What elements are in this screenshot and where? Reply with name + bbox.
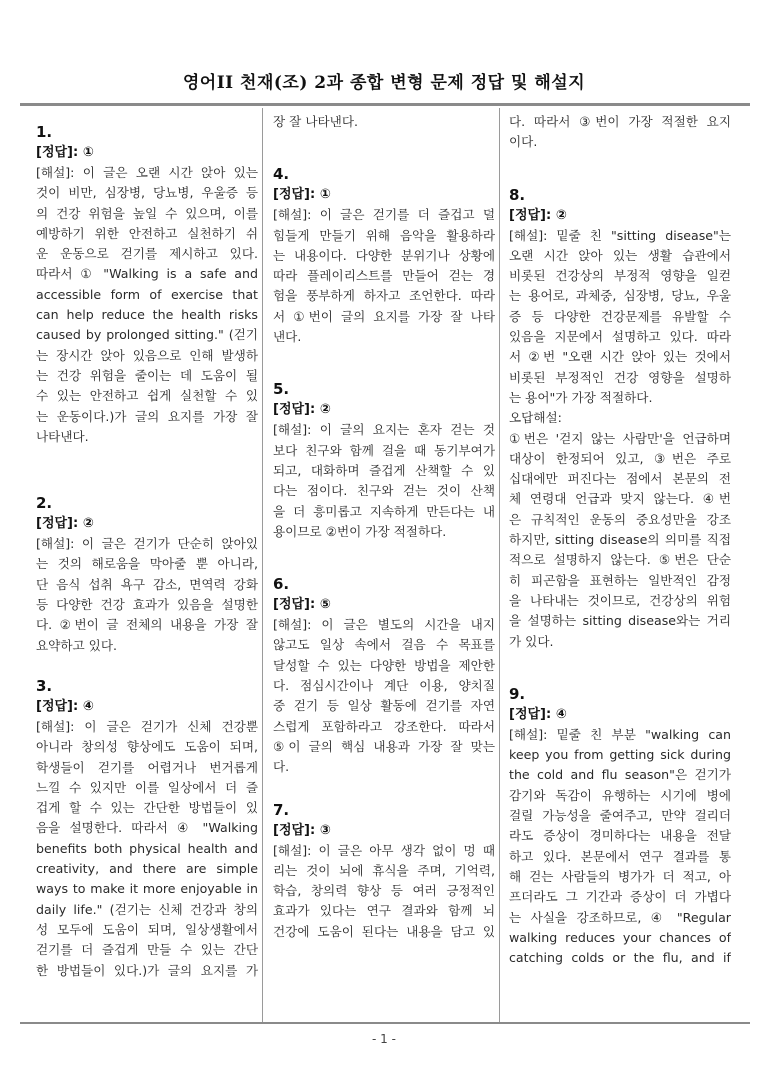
answer-label: [정답]: ② bbox=[273, 402, 331, 418]
question-number: 4. bbox=[273, 165, 290, 184]
explanation-line: 은 규칙적인 운동의 중요성만을 강조 bbox=[509, 511, 731, 527]
explanation-line: 되고, 대화하며 즐겁게 산책할 수 있 bbox=[273, 462, 495, 478]
spacer bbox=[36, 447, 258, 483]
explanation-line: 아니라 창의성 향상에도 도움이 되며, bbox=[36, 739, 258, 755]
explanation-line: 감기와 독감이 유행하는 시기에 병에 bbox=[509, 787, 731, 803]
explanation-line: 비롯된 부정적인 건강 영향을 설명하 bbox=[509, 369, 731, 385]
explanation-line: 걸릴 가능성을 줄여주고, 만약 걸리더 bbox=[509, 808, 731, 824]
question-number: 1. bbox=[36, 123, 53, 141]
explanation-line: 달성할 수 있는 다양한 방법을 제안한 bbox=[273, 657, 495, 673]
explanation-line: 다. bbox=[273, 759, 290, 775]
explanation-line: 힘들게 만들기 위해 음악을 활용하라 bbox=[273, 227, 495, 243]
bottom-rule bbox=[20, 1022, 750, 1024]
explanation-line: 학생들이 걷기를 어렵거나 번거롭게 bbox=[36, 759, 258, 775]
question-number: 8. bbox=[509, 185, 526, 204]
explanation-line: 다. ②번이 글 전체의 내용을 가장 잘 bbox=[36, 617, 258, 633]
explanation-line: 용이므로 ②번이 가장 적절하다. bbox=[273, 523, 447, 539]
explanation-line: 다는 점이다. 친구와 걷는 것이 산책 bbox=[273, 483, 495, 499]
column-2 bbox=[273, 112, 495, 1018]
explanation-line: the cold and flu season"은 걷기가 bbox=[509, 767, 731, 783]
explanation-line: 않고도 일상 속에서 걸음 수 목표를 bbox=[273, 637, 495, 653]
explanation-line: 단 음식 섭취 욕구 감소, 면역력 강화 bbox=[36, 576, 258, 592]
explanation-line: 을 설명하는 sitting disease와는 거리 bbox=[509, 613, 731, 629]
spacer bbox=[273, 778, 495, 790]
explanation-line: 요약하고 있다. bbox=[36, 637, 117, 653]
explanation-line: keep you from getting sick during bbox=[509, 747, 731, 763]
explanation-line: 스럽게 포함하라고 강조한다. 따라서 bbox=[273, 718, 495, 734]
explanation-line: 적으로 설명하지 않는다. ⑤번은 단순 bbox=[509, 552, 731, 568]
explanation-line: [해설]: 이 글은 걷기가 단순히 앉아있 bbox=[36, 536, 258, 552]
explanation-line: 는 운동이다.)가 글의 요지를 가장 잘 bbox=[36, 408, 258, 424]
explanation-line: [해설]: 이 글은 별도의 시간을 내지 bbox=[273, 617, 495, 633]
explanation-line: ①번은 '걷지 않는 사람만'을 언급하며 bbox=[509, 430, 731, 446]
answer-label: [정답]: ④ bbox=[509, 706, 567, 722]
question-number: 9. bbox=[509, 684, 526, 703]
explanation-line: 리는 것이 뇌에 휴식을 주며, 기억력, bbox=[273, 862, 495, 878]
explanation-line: 대상이 한정되어 있고, ③번은 주로 bbox=[509, 450, 731, 466]
explanation-line: 다. 따라서 ③번이 가장 적절한 요지 bbox=[509, 114, 731, 129]
explanation-line: 을 더 흥미롭고 지속하게 만든다는 내 bbox=[273, 503, 495, 519]
explanation-line: 체 연령대 언급과 맞지 않는다. ④번 bbox=[509, 491, 731, 507]
question-number: 5. bbox=[273, 380, 290, 399]
explanation-line: 보다 친구와 함께 걸을 때 동기부여가 bbox=[273, 442, 495, 458]
explanation-line: 나타낸다. bbox=[36, 428, 89, 444]
explanation-line: 음을 설명한다. 따라서 ④ "Walking bbox=[36, 820, 258, 836]
explanation-line: 예방하기 위한 안전하고 실천하기 쉬 bbox=[36, 225, 258, 241]
explanation-line: caused by prolonged sitting." (걷기 bbox=[36, 327, 258, 343]
explanation-line: 다. 점심시간이나 계단 이용, 양치질 bbox=[273, 678, 495, 694]
explanation-line: 는 것의 해로움을 막아줄 뿐 아니라, bbox=[36, 556, 258, 572]
answer-label: [정답]: ① bbox=[36, 145, 94, 160]
page-title: 영어II 천재(조) 2과 종합 변형 문제 정답 및 해설지 bbox=[182, 73, 586, 93]
answer-label: [정답]: ③ bbox=[273, 822, 331, 838]
explanation-line: 오답해설: bbox=[509, 410, 562, 426]
explanation-line: 십대에만 퍼진다는 점에서 본문의 전 bbox=[509, 471, 731, 487]
explanation-line: 중 걷기 등 일상 활동에 걷기를 자연 bbox=[273, 698, 495, 714]
explanation-line: 한 방법들이 있다.)가 글의 요지를 가 bbox=[36, 962, 258, 978]
explanation-line: ways to make it more enjoyable in bbox=[36, 881, 258, 897]
answer-label: [정답]: ⑤ bbox=[273, 597, 331, 613]
explanation-line: 는 내용이다. 다양한 분위기나 상황에 bbox=[273, 247, 495, 263]
explanation-line: [해설]: 이 글은 걷기가 신체 건강뿐 bbox=[36, 718, 258, 734]
explanation-line: 낸다. bbox=[273, 329, 302, 345]
column-divider bbox=[262, 108, 263, 1022]
answer-label: [정답]: ② bbox=[509, 207, 567, 223]
explanation-line: accessible form of exercise that bbox=[36, 286, 258, 302]
explanation-line: 서 ①번이 글의 요지를 가장 잘 나타 bbox=[273, 308, 495, 324]
explanation-line: [해설]: 밑줄 친 부분 "walking can bbox=[509, 726, 731, 742]
question-number: 2. bbox=[36, 494, 53, 513]
column-1 bbox=[36, 112, 258, 1018]
explanation-line: 는 용어"가 가장 적절하다. bbox=[509, 389, 653, 405]
spacer bbox=[509, 652, 731, 674]
column-3 bbox=[509, 112, 731, 1018]
explanation-line: 하지만, sitting disease의 의미를 직접 bbox=[509, 532, 731, 548]
explanation-line: 효과가 있다는 연구 결과와 함께 뇌 bbox=[273, 903, 495, 919]
explanation-line: walking reduces your chances of bbox=[509, 929, 731, 945]
question-number: 6. bbox=[273, 575, 290, 594]
explanation-line: 는 장시간 앉아 있음으로 인해 발생하 bbox=[36, 347, 258, 363]
explanation-line: 장 잘 나타낸다. bbox=[273, 114, 359, 129]
explanation-line: 는 용어로, 과체중, 심장병, 당뇨, 우울 bbox=[509, 288, 731, 304]
answer-label: [정답]: ① bbox=[273, 187, 331, 203]
explanation-line: [해설]: 이 글은 아무 생각 없이 멍 때 bbox=[273, 842, 495, 858]
explanation-line: 오랜 시간 앉아 있는 생활 습관에서 bbox=[509, 247, 731, 263]
spacer bbox=[273, 542, 495, 564]
explanation-line: 증 등 다양한 건강문제를 유발할 수 bbox=[509, 308, 731, 324]
explanation-line: 해 걷는 사람들의 병가가 더 적고, 아 bbox=[509, 868, 731, 884]
explanation-line: 는 건강 위험을 줄이는 데 도움이 될 bbox=[36, 367, 258, 383]
page-number: - 1 - bbox=[372, 1032, 396, 1046]
explanation-line: 서 ②번 "오랜 시간 앉아 있는 것에서 bbox=[509, 349, 731, 365]
explanation-line: 히 피곤함을 표현하는 일반적인 감정 bbox=[509, 572, 731, 588]
explanation-line: 험을 풍부하게 하자고 조언한다. 따라 bbox=[273, 288, 495, 304]
explanation-line: catching colds or the flu, and if bbox=[509, 950, 731, 966]
explanation-line: 하고 있다. 본문에서 연구 결과를 통 bbox=[509, 848, 731, 864]
explanation-line: can help reduce the health risks bbox=[36, 307, 258, 323]
explanation-line: [해설]: 이 글은 걷기를 더 즐겁고 덜 bbox=[273, 207, 495, 223]
explanation-line: 가 있다. bbox=[509, 633, 554, 649]
explanation-line: 것이 비만, 심장병, 당뇨병, 우울증 등 bbox=[36, 185, 258, 201]
explanation-line: ⑤이 글의 핵심 내용과 가장 잘 맞는 bbox=[273, 738, 495, 754]
explanation-line: 걷기를 더 즐겁게 만들 수 있는 간단 bbox=[36, 942, 258, 958]
spacer bbox=[273, 132, 495, 154]
explanation-line: 있음을 지문에서 설명하고 있다. 따라 bbox=[509, 329, 731, 345]
answer-label: [정답]: ② bbox=[36, 516, 94, 532]
explanation-line: 따라서 ① "Walking is a safe and bbox=[36, 266, 258, 282]
explanation-line: 비롯된 건강상의 부정적 영향을 일컫 bbox=[509, 268, 731, 284]
explanation-line: 프더라도 그 기간과 증상이 더 가볍다 bbox=[509, 889, 731, 905]
explanation-line: 운 운동으로 걷기를 제시하고 있다. bbox=[36, 246, 258, 262]
question-number: 7. bbox=[273, 800, 290, 819]
explanation-line: 느낄 수 있지만 이를 일상에서 더 즐 bbox=[36, 779, 258, 795]
spacer bbox=[273, 347, 495, 369]
explanation-line: benefits both physical health and bbox=[36, 840, 258, 856]
question-number: 3. bbox=[36, 676, 53, 695]
explanation-line: 성 모두에 도움이 되며, 일상생활에서 bbox=[36, 921, 258, 937]
top-rule bbox=[20, 103, 750, 106]
explanation-line: 는 사실을 강조하므로, ④ "Regular bbox=[509, 909, 731, 925]
explanation-line: [해설]: 이 글의 요지는 혼자 걷는 것 bbox=[273, 422, 495, 438]
spacer bbox=[509, 153, 731, 175]
explanation-line: 이다. bbox=[509, 134, 538, 150]
explanation-line: [해설]: 밑줄 친 "sitting disease"는 bbox=[509, 227, 731, 243]
explanation-line: 수 있는 안전하고 쉽게 실천할 수 있 bbox=[36, 388, 258, 404]
explanation-line: 겁게 할 수 있는 간단한 방법들이 있 bbox=[36, 800, 258, 816]
explanation-line: 의 건강 위험을 높일 수 있으며, 이를 bbox=[36, 205, 258, 221]
explanation-line: 라도 증상이 경미하다는 내용을 전달 bbox=[509, 828, 731, 844]
explanation-line: 건강에 도움이 된다는 내용을 담고 있 bbox=[273, 923, 495, 939]
explanation-line: 을 나타내는 것이므로, 건강상의 위험 bbox=[509, 592, 731, 608]
explanation-line: 등 다양한 건강 효과가 있음을 설명한 bbox=[36, 597, 258, 613]
explanation-line: [해설]: 이 글은 오랜 시간 앉아 있는 bbox=[36, 165, 258, 180]
spacer bbox=[36, 656, 258, 666]
explanation-line: daily life." (걷기는 신체 건강과 창의 bbox=[36, 901, 258, 917]
explanation-line: 따라 플레이리스트를 만들어 걷는 경 bbox=[273, 268, 495, 284]
explanation-line: 학습, 창의력 향상 등 여러 긍정적인 bbox=[273, 883, 495, 899]
column-divider bbox=[499, 108, 500, 1022]
answer-label: [정답]: ④ bbox=[36, 698, 94, 714]
explanation-line: creativity, and there are simple bbox=[36, 861, 258, 877]
